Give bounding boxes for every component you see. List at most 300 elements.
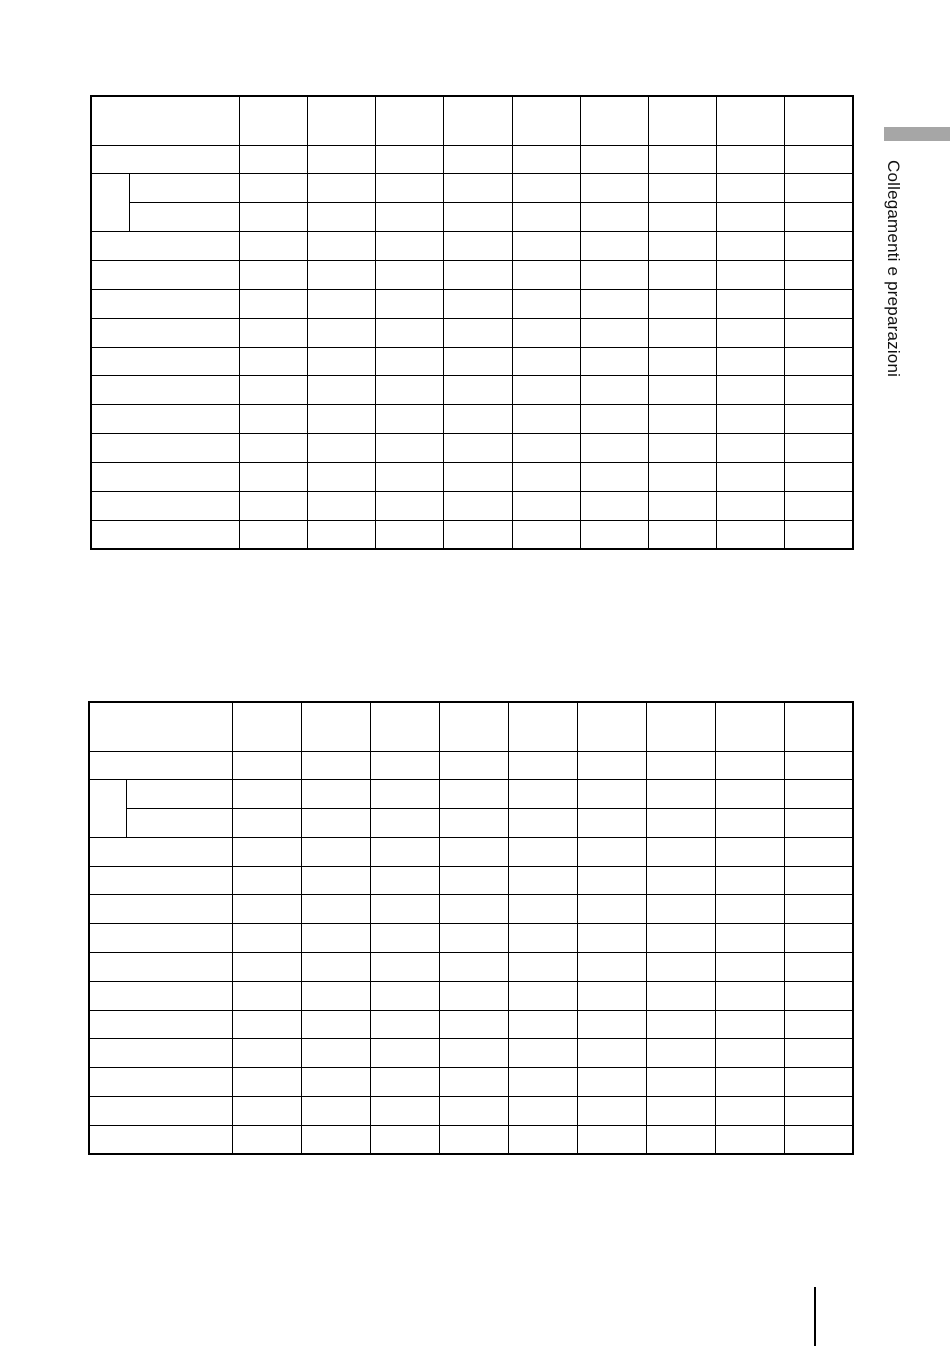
header-cell bbox=[444, 96, 512, 145]
table-cell bbox=[508, 809, 577, 838]
table-cell bbox=[308, 174, 376, 203]
table-cell bbox=[444, 174, 512, 203]
table-cell bbox=[439, 1039, 508, 1068]
table-cell bbox=[646, 981, 715, 1010]
table-cell bbox=[301, 1039, 370, 1068]
table-cell bbox=[370, 924, 439, 953]
table-cell bbox=[512, 203, 580, 232]
table-row bbox=[91, 145, 853, 174]
table-row bbox=[91, 405, 853, 434]
row-label-cell bbox=[89, 1096, 232, 1125]
row-label-cell bbox=[91, 232, 239, 261]
table-cell bbox=[646, 1068, 715, 1097]
table-cell bbox=[376, 520, 444, 549]
table-cell bbox=[784, 924, 853, 953]
table-cell bbox=[308, 347, 376, 376]
table-cell bbox=[301, 1010, 370, 1039]
table-cell bbox=[580, 520, 648, 549]
table-cell bbox=[301, 837, 370, 866]
table-cell bbox=[232, 1068, 301, 1097]
table-cell bbox=[715, 1068, 784, 1097]
table-cell bbox=[785, 347, 853, 376]
table-cell bbox=[439, 809, 508, 838]
table-cell bbox=[376, 203, 444, 232]
table-cell bbox=[376, 434, 444, 463]
table-cell bbox=[580, 462, 648, 491]
row-label-cell bbox=[91, 145, 239, 174]
table-row bbox=[91, 261, 853, 290]
table-cell bbox=[439, 751, 508, 780]
table-cell bbox=[784, 1068, 853, 1097]
table-cell bbox=[717, 318, 785, 347]
table-cell bbox=[577, 953, 646, 982]
sub-row-label-cell bbox=[129, 174, 239, 203]
table-row bbox=[91, 232, 853, 261]
table-cell bbox=[785, 203, 853, 232]
table-cell bbox=[301, 1068, 370, 1097]
table-cell bbox=[715, 953, 784, 982]
table-row bbox=[91, 174, 853, 203]
table-cell bbox=[232, 780, 301, 809]
table-cell bbox=[439, 981, 508, 1010]
table-cell bbox=[580, 232, 648, 261]
table-cell bbox=[784, 953, 853, 982]
table-cell bbox=[580, 405, 648, 434]
table-cell bbox=[370, 1096, 439, 1125]
table-cell bbox=[439, 1010, 508, 1039]
table-cell bbox=[784, 1096, 853, 1125]
table-cell bbox=[308, 376, 376, 405]
table-cell bbox=[512, 434, 580, 463]
table-cell bbox=[785, 145, 853, 174]
table-cell bbox=[577, 1125, 646, 1154]
table-row bbox=[91, 289, 853, 318]
row-label-cell bbox=[91, 318, 239, 347]
table-cell bbox=[646, 953, 715, 982]
table-row bbox=[91, 203, 853, 232]
table-cell bbox=[376, 462, 444, 491]
row-label-cell bbox=[89, 1010, 232, 1039]
table-cell bbox=[580, 145, 648, 174]
table-cell bbox=[444, 347, 512, 376]
table-cell bbox=[784, 1125, 853, 1154]
table-cell bbox=[301, 924, 370, 953]
table-cell bbox=[232, 895, 301, 924]
table-cell bbox=[439, 837, 508, 866]
table-cell bbox=[717, 434, 785, 463]
table-cell bbox=[648, 405, 716, 434]
table-row bbox=[91, 462, 853, 491]
table-cell bbox=[301, 1096, 370, 1125]
table-cell bbox=[785, 376, 853, 405]
table-cell bbox=[580, 174, 648, 203]
row-label-cell bbox=[89, 981, 232, 1010]
table-cell bbox=[370, 895, 439, 924]
table-cell bbox=[508, 1039, 577, 1068]
table-cell bbox=[785, 261, 853, 290]
table-row bbox=[91, 520, 853, 549]
table-header-row bbox=[89, 702, 853, 751]
header-cell bbox=[301, 702, 370, 751]
table-cell bbox=[717, 289, 785, 318]
sub-row-label-cell bbox=[126, 809, 232, 838]
table-cell bbox=[444, 261, 512, 290]
table-cell bbox=[370, 1039, 439, 1068]
row-label-cell bbox=[91, 405, 239, 434]
table-cell bbox=[444, 434, 512, 463]
table-cell bbox=[580, 434, 648, 463]
table-row bbox=[89, 1010, 853, 1039]
table-cell bbox=[512, 232, 580, 261]
table-cell bbox=[648, 174, 716, 203]
table-cell bbox=[444, 232, 512, 261]
table-cell bbox=[717, 520, 785, 549]
table-cell bbox=[376, 232, 444, 261]
table-cell bbox=[580, 261, 648, 290]
table-cell bbox=[301, 751, 370, 780]
table-cell bbox=[784, 751, 853, 780]
table-cell bbox=[239, 376, 307, 405]
table-cell bbox=[580, 376, 648, 405]
table-cell bbox=[444, 462, 512, 491]
table-cell bbox=[376, 174, 444, 203]
table-cell bbox=[512, 318, 580, 347]
table-cell bbox=[715, 1096, 784, 1125]
table-cell bbox=[648, 462, 716, 491]
table-cell bbox=[577, 981, 646, 1010]
table-cell bbox=[577, 1039, 646, 1068]
table-cell bbox=[715, 751, 784, 780]
table-cell bbox=[508, 895, 577, 924]
table-cell bbox=[648, 434, 716, 463]
table-cell bbox=[439, 895, 508, 924]
table-cell bbox=[577, 1096, 646, 1125]
table-row bbox=[89, 866, 853, 895]
table-cell bbox=[370, 866, 439, 895]
table-cell bbox=[784, 1010, 853, 1039]
table-cell bbox=[646, 751, 715, 780]
table-cell bbox=[717, 261, 785, 290]
table-cell bbox=[439, 780, 508, 809]
table-cell bbox=[239, 405, 307, 434]
table-cell bbox=[301, 895, 370, 924]
table-cell bbox=[715, 1039, 784, 1068]
table-cell bbox=[648, 318, 716, 347]
table-cell bbox=[784, 837, 853, 866]
table-row bbox=[91, 376, 853, 405]
table-row bbox=[89, 1068, 853, 1097]
header-cell bbox=[232, 702, 301, 751]
table-cell bbox=[577, 809, 646, 838]
table-cell bbox=[444, 491, 512, 520]
table-cell bbox=[232, 751, 301, 780]
table-cell bbox=[301, 953, 370, 982]
row-label-cell bbox=[89, 1125, 232, 1154]
table-cell bbox=[232, 866, 301, 895]
table-cell bbox=[512, 376, 580, 405]
group-label-cell bbox=[89, 780, 126, 838]
table-cell bbox=[717, 347, 785, 376]
table-cell bbox=[370, 1068, 439, 1097]
table-cell bbox=[577, 924, 646, 953]
header-cell bbox=[376, 96, 444, 145]
table-cell bbox=[784, 780, 853, 809]
table-cell bbox=[444, 145, 512, 174]
table-cell bbox=[717, 174, 785, 203]
table-cell bbox=[512, 174, 580, 203]
table-cell bbox=[301, 1125, 370, 1154]
header-cell bbox=[512, 96, 580, 145]
table-cell bbox=[239, 347, 307, 376]
table-cell bbox=[646, 895, 715, 924]
table-cell bbox=[239, 462, 307, 491]
table-cell bbox=[376, 376, 444, 405]
table-cell bbox=[648, 289, 716, 318]
table-cell bbox=[232, 1010, 301, 1039]
table-cell bbox=[785, 232, 853, 261]
table-cell bbox=[715, 895, 784, 924]
table-cell bbox=[717, 462, 785, 491]
header-label-cell bbox=[89, 702, 232, 751]
table-cell bbox=[239, 289, 307, 318]
table-cell bbox=[508, 981, 577, 1010]
table-cell bbox=[376, 405, 444, 434]
table-cell bbox=[715, 924, 784, 953]
table-cell bbox=[232, 809, 301, 838]
table-cell bbox=[376, 289, 444, 318]
table-cell bbox=[715, 1125, 784, 1154]
table-cell bbox=[508, 1125, 577, 1154]
table-row bbox=[89, 1096, 853, 1125]
header-label-cell bbox=[91, 96, 239, 145]
table-cell bbox=[232, 1096, 301, 1125]
table-cell bbox=[717, 376, 785, 405]
row-label-cell bbox=[91, 434, 239, 463]
table-cell bbox=[646, 1096, 715, 1125]
table-cell bbox=[648, 376, 716, 405]
table-cell bbox=[512, 491, 580, 520]
table-cell bbox=[508, 1096, 577, 1125]
table-cell bbox=[308, 145, 376, 174]
table-cell bbox=[785, 491, 853, 520]
table-cell bbox=[784, 809, 853, 838]
table-cell bbox=[784, 981, 853, 1010]
table-cell bbox=[232, 953, 301, 982]
table-cell bbox=[646, 780, 715, 809]
table-cell bbox=[646, 1039, 715, 1068]
table-cell bbox=[308, 203, 376, 232]
table-cell bbox=[439, 1125, 508, 1154]
sub-row-label-cell bbox=[129, 203, 239, 232]
header-cell bbox=[784, 702, 853, 751]
table-cell bbox=[308, 405, 376, 434]
row-label-cell bbox=[89, 751, 232, 780]
table-cell bbox=[717, 405, 785, 434]
table-cell bbox=[439, 1068, 508, 1097]
table-cell bbox=[370, 953, 439, 982]
table-cell bbox=[308, 520, 376, 549]
table-cell bbox=[508, 751, 577, 780]
table-cell bbox=[577, 1068, 646, 1097]
page-footer-rule bbox=[814, 1287, 816, 1346]
table-cell bbox=[784, 866, 853, 895]
table-cell bbox=[648, 347, 716, 376]
table-cell bbox=[439, 924, 508, 953]
table-cell bbox=[370, 981, 439, 1010]
row-label-cell bbox=[89, 953, 232, 982]
table-cell bbox=[715, 1010, 784, 1039]
table-cell bbox=[512, 261, 580, 290]
table-row bbox=[89, 895, 853, 924]
table-cell bbox=[308, 261, 376, 290]
table-cell bbox=[715, 780, 784, 809]
table-cell bbox=[715, 981, 784, 1010]
table-header-row bbox=[91, 96, 853, 145]
table-cell bbox=[301, 866, 370, 895]
table-cell bbox=[646, 924, 715, 953]
header-cell bbox=[715, 702, 784, 751]
header-cell bbox=[577, 702, 646, 751]
table-cell bbox=[239, 203, 307, 232]
table-cell bbox=[577, 780, 646, 809]
row-label-cell bbox=[91, 261, 239, 290]
header-cell bbox=[646, 702, 715, 751]
table-cell bbox=[648, 232, 716, 261]
table-cell bbox=[308, 232, 376, 261]
table-cell bbox=[308, 318, 376, 347]
row-label-cell bbox=[91, 462, 239, 491]
table-cell bbox=[301, 809, 370, 838]
header-cell bbox=[239, 96, 307, 145]
table-cell bbox=[439, 866, 508, 895]
header-cell bbox=[439, 702, 508, 751]
table-cell bbox=[648, 203, 716, 232]
table-row bbox=[89, 953, 853, 982]
table-cell bbox=[508, 1068, 577, 1097]
sub-row-label-cell bbox=[126, 780, 232, 809]
table-row bbox=[89, 981, 853, 1010]
table-cell bbox=[646, 837, 715, 866]
table-cell bbox=[444, 289, 512, 318]
table-cell bbox=[376, 318, 444, 347]
table-cell bbox=[646, 1125, 715, 1154]
row-label-cell bbox=[89, 1068, 232, 1097]
table-cell bbox=[648, 145, 716, 174]
table-cell bbox=[376, 261, 444, 290]
table-cell bbox=[439, 953, 508, 982]
table-cell bbox=[444, 405, 512, 434]
table-cell bbox=[648, 261, 716, 290]
table-cell bbox=[577, 866, 646, 895]
table-cell bbox=[512, 347, 580, 376]
table-row bbox=[89, 924, 853, 953]
table-cell bbox=[444, 203, 512, 232]
table-cell bbox=[785, 434, 853, 463]
upper-grid-table bbox=[90, 95, 854, 550]
table-cell bbox=[508, 924, 577, 953]
table-cell bbox=[370, 1010, 439, 1039]
table-cell bbox=[376, 347, 444, 376]
table-cell bbox=[232, 837, 301, 866]
table-row bbox=[89, 1039, 853, 1068]
table-cell bbox=[512, 289, 580, 318]
section-side-label: Collegamenti e preparazioni bbox=[884, 160, 903, 378]
table-cell bbox=[717, 232, 785, 261]
table-cell bbox=[239, 520, 307, 549]
header-cell bbox=[648, 96, 716, 145]
table-row bbox=[91, 491, 853, 520]
header-cell bbox=[508, 702, 577, 751]
header-cell bbox=[717, 96, 785, 145]
header-cell bbox=[370, 702, 439, 751]
table-cell bbox=[508, 837, 577, 866]
table-cell bbox=[239, 174, 307, 203]
row-label-cell bbox=[89, 1039, 232, 1068]
table-cell bbox=[785, 318, 853, 347]
table-cell bbox=[376, 491, 444, 520]
table-cell bbox=[785, 289, 853, 318]
table-row bbox=[91, 434, 853, 463]
table-cell bbox=[370, 1125, 439, 1154]
table-cell bbox=[301, 981, 370, 1010]
table-cell bbox=[785, 520, 853, 549]
table-cell bbox=[301, 780, 370, 809]
table-cell bbox=[512, 520, 580, 549]
table-cell bbox=[580, 318, 648, 347]
table-cell bbox=[232, 924, 301, 953]
table-cell bbox=[785, 174, 853, 203]
table-cell bbox=[717, 491, 785, 520]
table-cell bbox=[646, 1010, 715, 1039]
table-row bbox=[89, 751, 853, 780]
table-cell bbox=[580, 347, 648, 376]
table-cell bbox=[715, 866, 784, 895]
table-cell bbox=[577, 837, 646, 866]
header-cell bbox=[580, 96, 648, 145]
table-cell bbox=[508, 953, 577, 982]
table-cell bbox=[508, 866, 577, 895]
group-label-cell bbox=[91, 174, 129, 232]
table-cell bbox=[444, 318, 512, 347]
table-cell bbox=[508, 1010, 577, 1039]
table-cell bbox=[717, 203, 785, 232]
table-cell bbox=[370, 780, 439, 809]
table-cell bbox=[648, 520, 716, 549]
table-cell bbox=[715, 809, 784, 838]
table-cell bbox=[577, 751, 646, 780]
table-cell bbox=[785, 462, 853, 491]
row-label-cell bbox=[91, 491, 239, 520]
row-label-cell bbox=[89, 924, 232, 953]
lower-grid-table bbox=[88, 701, 854, 1155]
table-cell bbox=[232, 981, 301, 1010]
table-row bbox=[89, 809, 853, 838]
table-cell bbox=[376, 145, 444, 174]
table-cell bbox=[439, 1096, 508, 1125]
table-cell bbox=[512, 462, 580, 491]
table-cell bbox=[232, 1039, 301, 1068]
table-row bbox=[89, 1125, 853, 1154]
table-cell bbox=[512, 405, 580, 434]
table-cell bbox=[508, 780, 577, 809]
table-row bbox=[89, 837, 853, 866]
table-cell bbox=[784, 1039, 853, 1068]
table-cell bbox=[785, 405, 853, 434]
row-label-cell bbox=[91, 289, 239, 318]
table-cell bbox=[308, 491, 376, 520]
table-cell bbox=[239, 145, 307, 174]
row-label-cell bbox=[89, 895, 232, 924]
